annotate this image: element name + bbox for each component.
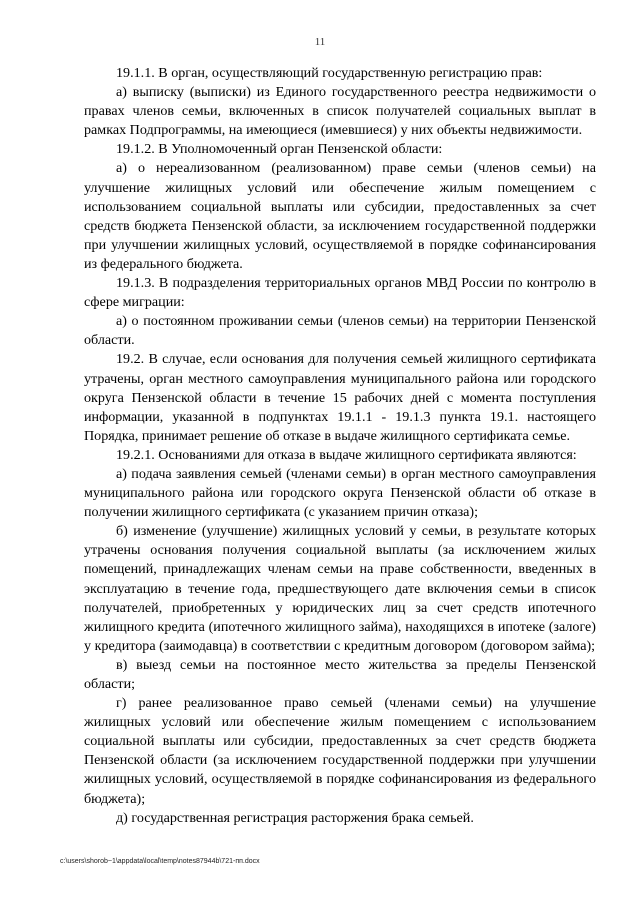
paragraph-19-2-1: 19.2.1. Основаниями для отказа в выдаче жилищного сертификата являются: [116,446,577,463]
paragraph-19-2-1-a: а) подача заявления семьей (членами семьи) в орган местного самоуправления муниципального района или городского округа Пензенской области об отказе в получении жилищного сертификата (с указанием причин отказа); [84,465,596,521]
paragraph-19-2-1-b: б) изменение (улучшение) жилищных условий у семьи, в результате которых утрачены основания получения социальной выплаты (за исключением жилых помещений, принадлежащих членам семьи на праве собственности, введенных в эксплуатацию в течение года, предшествующего дате включения семьи в список получателей, приобретенных у юридических лиц за счет средств ипотечного жилищного кредита (ипотечного жилищного займа), находящихся в ипотеке (залоге) у кредитора (заимодавца) в соответствии с кредитным договором (договором займа); [84,523,596,654]
paragraph-19-2-1-g: г) ранее реализованное право семьей (членами семьи) на улучшение жилищных условий или обеспечение жилым помещением с использованием социальной выплаты или субсидии, предоставленных за счет средств бюджета Пензенской области (за исключением государственной поддержки при улучшении жилищных условий, осуществляемой в порядке софинансирования из федерального бюджета); [84,695,596,807]
paragraph-19-2-1-d: д) государственная регистрация расторжения брака семьей. [116,809,474,826]
paragraph-19-2-1-v: в) выезд семьи на постоянное место жительства за пределы Пензенской области; [84,656,596,692]
page-number: 11 [314,36,326,48]
paragraph-19-1-1: 19.1.1. В орган, осуществляющий государственную регистрацию прав: [116,65,543,81]
file-path-footer: c:\users\shorob~1\appdata\local\temp\notes87944b\721-пп.docx [60,858,260,865]
document-body [84,64,596,828]
paragraph-19-1-3-a: а) о постоянном проживании семьи (членов семьи) на территории Пензенской области. [84,313,596,349]
paragraph-19-1-1-a: а) выписку (выписки) из Единого государственного реестра недвижимости о правах членов семьи, включенных в список получателей социальных выплат в рамках Подпрограммы, на имеющиеся (имевшиеся) у них объекты недвижимости. [84,84,596,139]
paragraph-19-1-2: 19.1.2. В Уполномоченный орган Пензенской области: [116,141,443,158]
paragraph-19-2: 19.2. В случае, если основания для получения семьей жилищного сертификата утрачены, орган местного самоуправления муниципального района или городского округа Пензенской области в течение 15 рабочих дней с момента поступления информации, указанной в подпунктах 19.1.1 - 19.1.3 пункта 19.1. настоящего Порядка, принимает решение об отказе в выдаче жилищного сертификата семье. [84,351,596,444]
paragraph-19-1-3: 19.1.3. В подразделения территориальных органов МВД России по контролю в сфере миграции: [84,275,596,311]
paragraph-19-1-2-a: а) о нереализованном (реализованном) праве семьи (членов семьи) на улучшение жилищных условий или обеспечение жилым помещением с использованием социальной выплаты или субсидии, предоставленных за счет средств бюджета Пензенской области, за исключением государственной поддержки при улучшении жилищных условий, осуществляемой в порядке софинансирования из федерального бюджета. [84,160,596,272]
